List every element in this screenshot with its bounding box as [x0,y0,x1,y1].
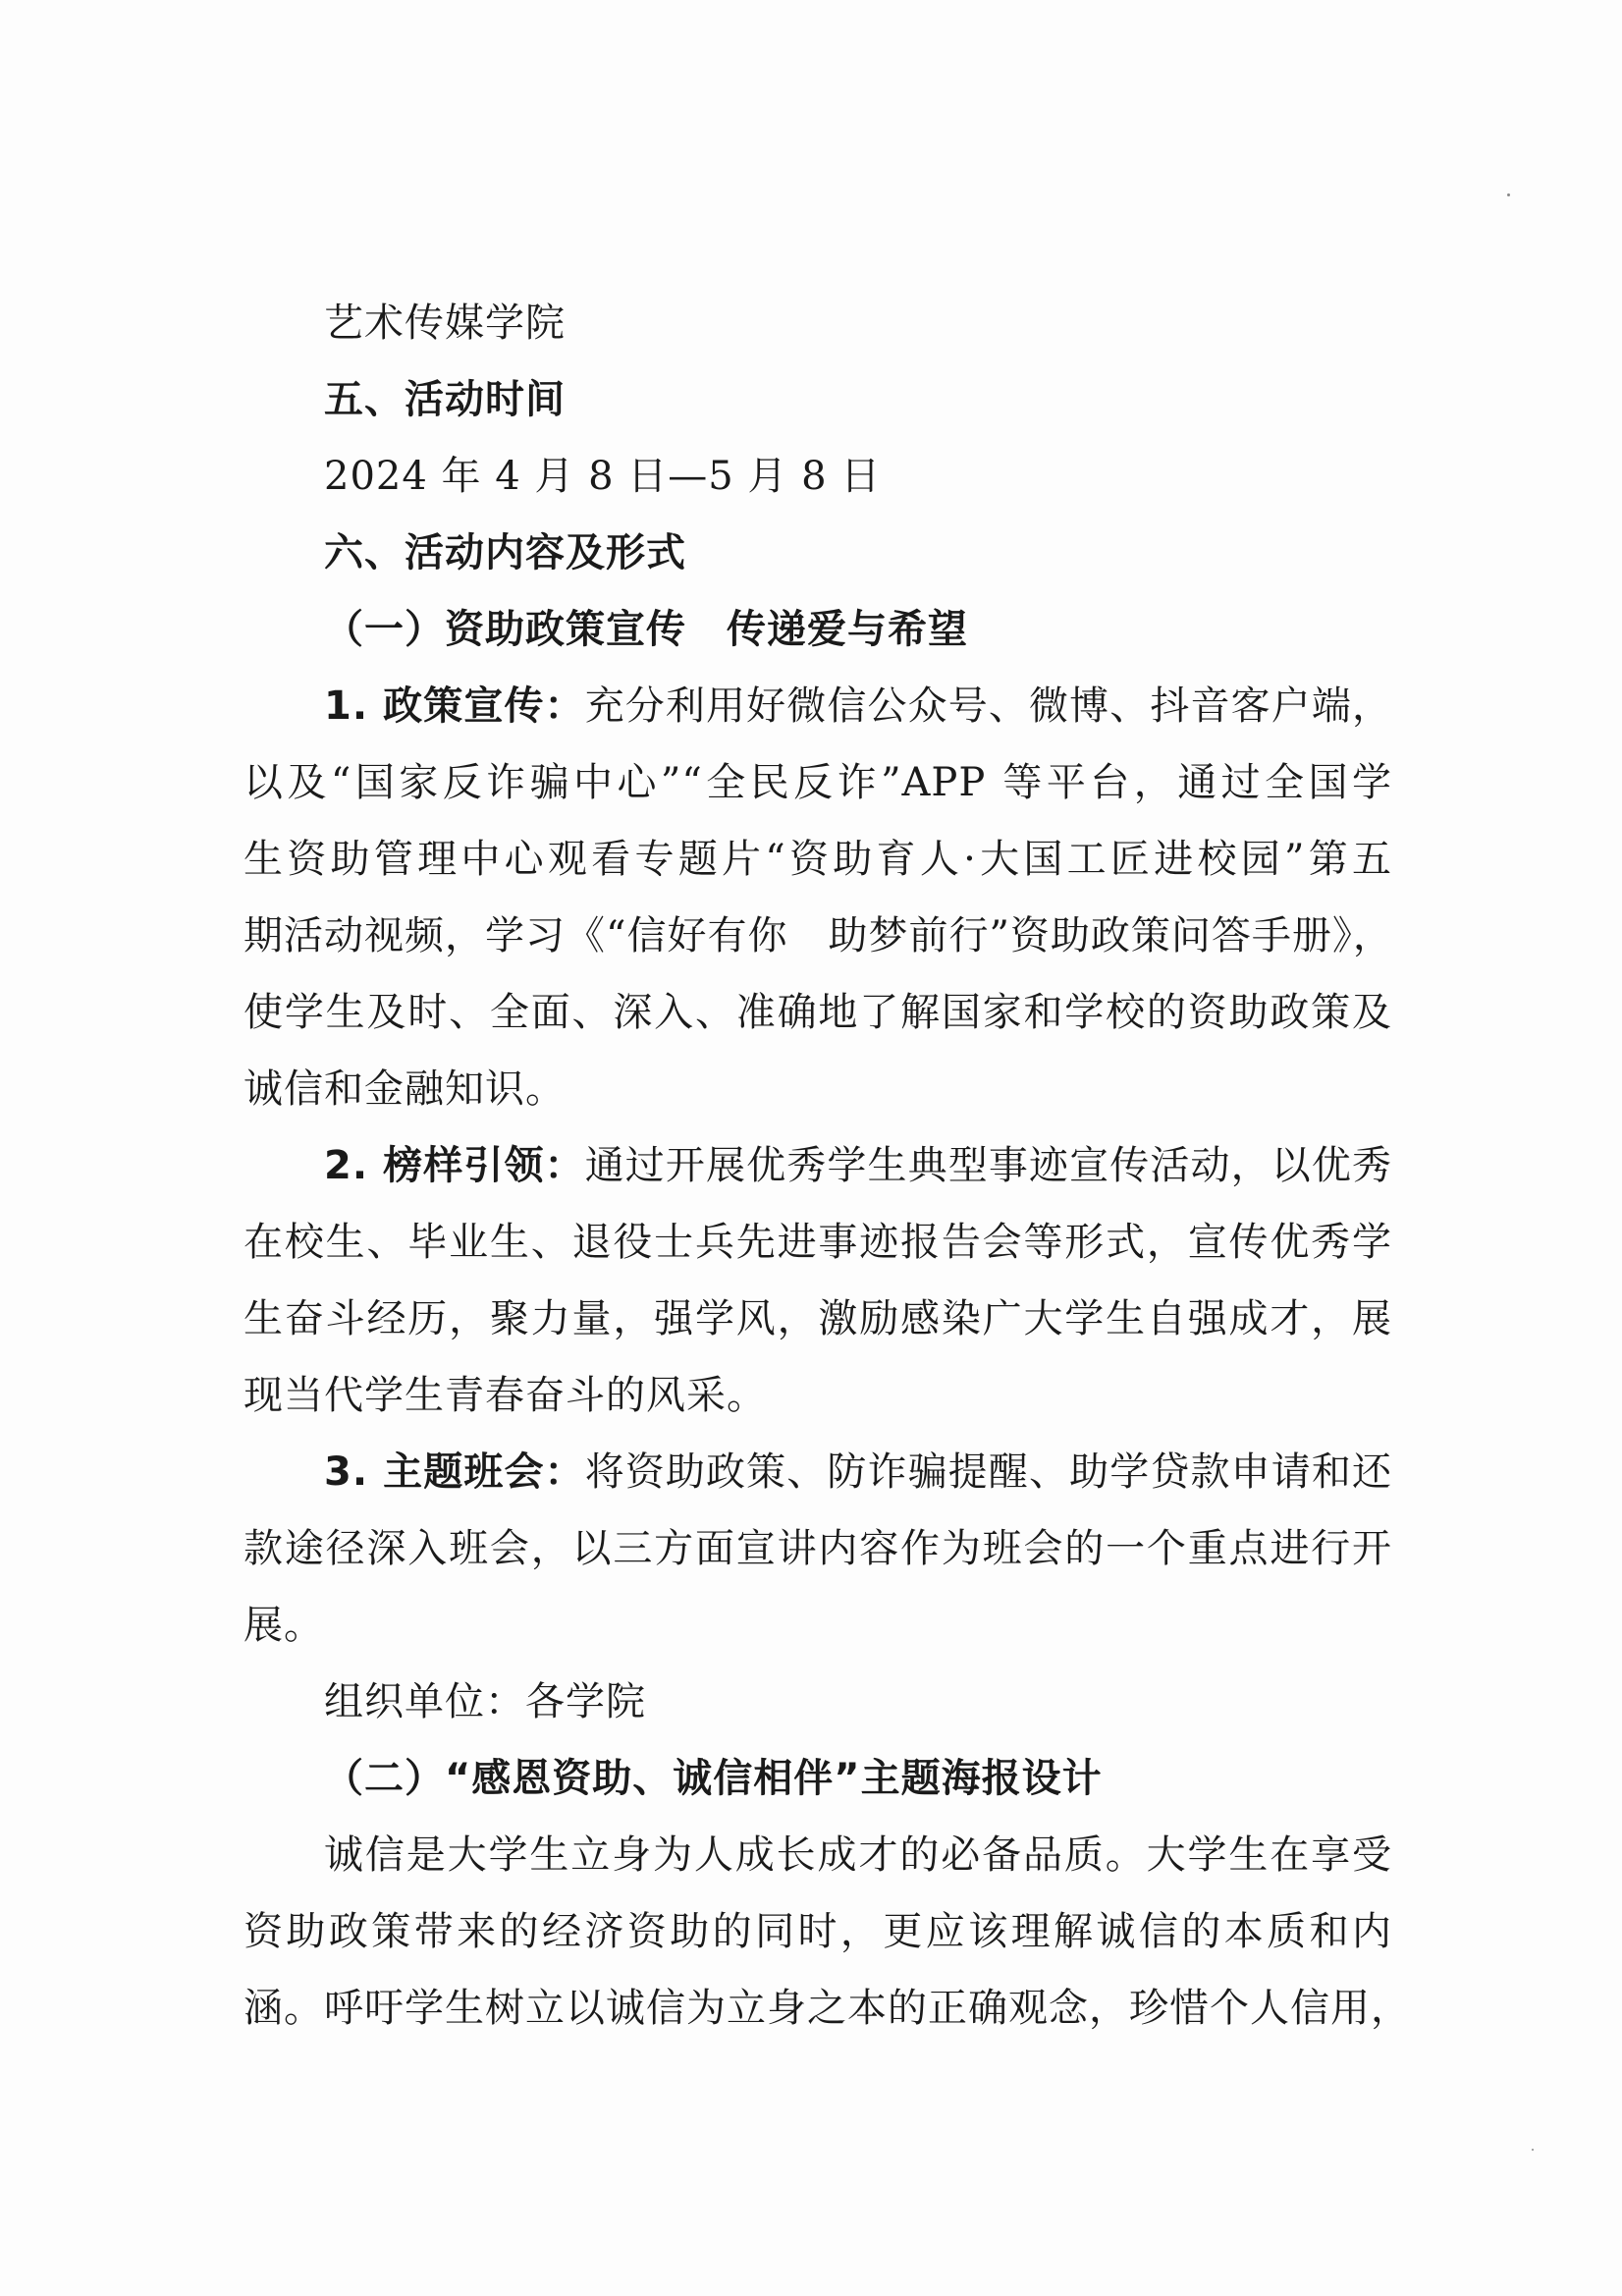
paragraph-line: 生奋斗经历，聚力量，强学风，激励感染广大学生自强成才，展 [243,1296,1392,1341]
subsection-heading-poster-design: （二）“感恩资助、诚信相伴”主题海报设计 [324,1756,1103,1801]
paragraph-line: 诚信和金融知识。 [243,1066,566,1112]
paragraph-integrity [243,1817,1411,2047]
paragraph-line: 现当代学生青春奋斗的风采。 [243,1373,767,1418]
paragraph-line: 诚信是大学生立身为人成长成才的必备品质。大学生在享受 [324,1832,1392,1878]
paragraph-text: 充分利用好微信公众号、微博、抖音客户端， [584,683,1393,729]
paragraph-line [243,1127,1392,1204]
document-body [243,285,1411,2047]
paragraph-line: 款途径深入班会，以三方面宣讲内容作为班会的一个重点进行开 [243,1526,1392,1571]
paragraph-class-meeting [243,1434,1392,1664]
paragraph-lead: 3. 主题班会： [324,1449,585,1495]
paragraph-role-models [243,1127,1392,1434]
scan-speck [1507,193,1510,196]
section-heading-activity-time: 五、活动时间 [324,377,566,422]
organizing-unit: 组织单位：各学院 [324,1679,646,1724]
paragraph-text: 通过开展优秀学生典型事迹宣传活动，以优秀 [584,1143,1393,1188]
paragraph-line: 展。 [243,1603,324,1648]
section-heading-activity-content: 六、活动内容及形式 [324,530,686,575]
paragraph-line [243,1434,1392,1510]
organizer-line: 艺术传媒学院 [324,301,566,346]
paragraph-text: 将资助政策、防诈骗提醒、助学贷款申请和还 [584,1449,1393,1495]
paragraph-line: 涵。呼吁学生树立以诚信为立身之本的正确观念，珍惜个人信用， [243,1986,1411,2031]
activity-time-value: 2024 年 4 月 8 日—5 月 8 日 [324,454,882,499]
paragraph-line [243,668,1392,744]
paragraph-line: 资助政策带来的经济资助的同时，更应该理解诚信的本质和内 [243,1909,1392,1954]
paragraph-policy-promotion [243,668,1392,1127]
subsection-heading-policy-promotion: （一）资助政策宣传 传递爱与希望 [324,607,968,652]
paragraph-line: 在校生、毕业生、退役士兵先进事迹报告会等形式，宣传优秀学 [243,1220,1392,1265]
paragraph-line: 期活动视频，学习《“信好有你 助梦前行”资助政策问答手册》， [243,913,1393,958]
paragraph-lead: 1. 政策宣传： [324,683,585,729]
paragraph-line: 使学生及时、全面、深入、准确地了解国家和学校的资助政策及 [243,990,1392,1035]
paragraph-lead: 2. 榜样引领： [324,1143,585,1188]
scan-speck [1532,2149,1534,2151]
paragraph-line: 生资助管理中心观看专题片“资助育人·大国工匠进校园”第五 [243,837,1392,882]
paragraph-line: 以及“国家反诈骗中心”“全民反诈”APP 等平台，通过全国学 [243,760,1392,805]
